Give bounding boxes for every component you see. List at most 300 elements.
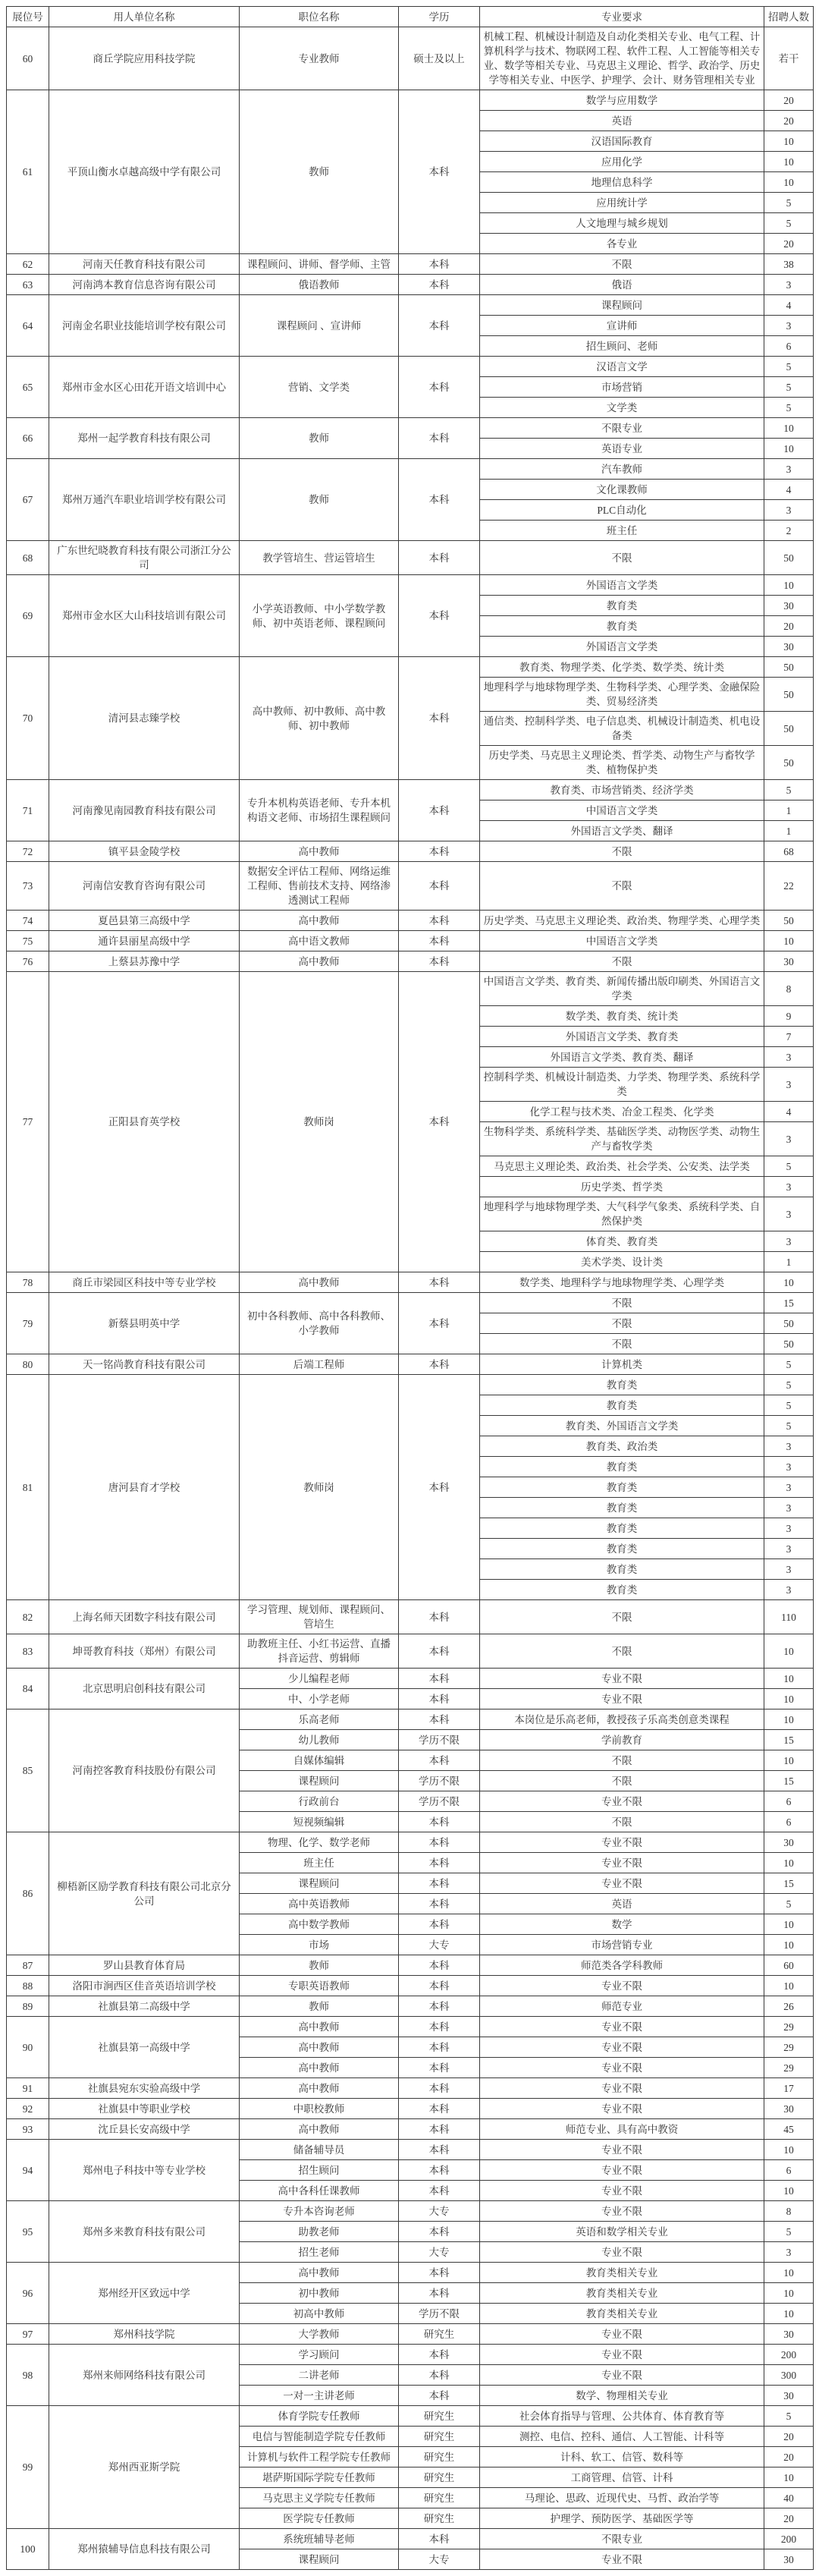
education-requirement: 本科 — [399, 2058, 480, 2078]
education-requirement: 本科 — [399, 2119, 480, 2140]
major-requirement: 历史学类、马克思主义理论类、政治类、物理学类、心理学类 — [480, 911, 764, 931]
major-requirement: 数学与应用数学 — [480, 90, 764, 111]
major-requirement: 教育类 — [480, 596, 764, 616]
education-requirement: 本科 — [399, 1832, 480, 1853]
major-requirement: 数学类、地理科学与地球物理学类、心理学类 — [480, 1272, 764, 1293]
major-requirement: 不限 — [480, 1750, 764, 1771]
education-requirement: 大专 — [399, 2242, 480, 2263]
major-requirement: 不限 — [480, 862, 764, 911]
company-name: 广东世纪晓教育科技有限公司浙江分公司 — [49, 541, 240, 575]
education-requirement: 本科 — [399, 2078, 480, 2099]
position-name: 高中数学教师 — [240, 1914, 399, 1935]
booth-number: 91 — [7, 2078, 49, 2099]
hiring-count: 20 — [764, 2427, 814, 2447]
position-name: 课程顾问、讲师、督学师、主管 — [240, 254, 399, 275]
position-name: 课程顾问 — [240, 2549, 399, 2570]
company-name: 郑州电子科技中等专业学校 — [49, 2140, 240, 2201]
booth-number: 80 — [7, 1354, 49, 1375]
booth-number: 82 — [7, 1600, 49, 1634]
hiring-count: 5 — [764, 1395, 814, 1416]
company-name: 郑州西亚斯学院 — [49, 2406, 240, 2529]
hiring-count: 50 — [764, 678, 814, 712]
hiring-count: 29 — [764, 2058, 814, 2078]
hiring-count: 6 — [764, 1791, 814, 1812]
major-requirement: 地理科学与地球物理学类、生物科学类、心理学类、金融保险类、贸易经济类 — [480, 678, 764, 712]
education-requirement: 研究生 — [399, 2488, 480, 2508]
major-requirement: 外国语言文学类、教育类、翻译 — [480, 1047, 764, 1068]
major-requirement: 数学、物理相关专业 — [480, 2386, 764, 2406]
booth-number: 97 — [7, 2324, 49, 2345]
hiring-count: 5 — [764, 213, 814, 234]
education-requirement: 本科 — [399, 1853, 480, 1873]
company-name: 郑州万通汽车职业培训学校有限公司 — [49, 459, 240, 541]
position-name: 高中教师 — [240, 841, 399, 862]
hiring-count: 3 — [764, 1231, 814, 1252]
education-requirement: 大专 — [399, 2201, 480, 2222]
major-requirement: 课程顾问 — [480, 295, 764, 316]
education-requirement: 本科 — [399, 357, 480, 418]
major-requirement: 不限 — [480, 1293, 764, 1313]
table-row — [7, 2078, 814, 2099]
major-requirement: 教育类 — [480, 1539, 764, 1559]
education-requirement: 本科 — [399, 1996, 480, 2017]
education-requirement: 本科 — [399, 780, 480, 841]
major-requirement: 市场营销 — [480, 377, 764, 398]
major-requirement: 控制科学类、机械设计制造类、力学类、物理学类、系统科学类 — [480, 1068, 764, 1102]
booth-number: 83 — [7, 1634, 49, 1669]
major-requirement: 不限 — [480, 841, 764, 862]
position-name: 系统班辅导老师 — [240, 2529, 399, 2549]
major-requirement: 文学类 — [480, 398, 764, 418]
major-requirement: 英语专业 — [480, 439, 764, 459]
major-requirement: 通信类、控制科学类、电子信息类、机械设计制造类、机电设备类 — [480, 712, 764, 746]
major-requirement: 学前教育 — [480, 1730, 764, 1750]
hiring-count: 3 — [764, 1068, 814, 1102]
education-requirement: 本科 — [399, 2345, 480, 2365]
table-row — [7, 1272, 814, 1293]
position-name: 教师岗 — [240, 1375, 399, 1600]
major-requirement: 专业不限 — [480, 2140, 764, 2160]
education-requirement: 本科 — [399, 1272, 480, 1293]
major-requirement: 教育类、物理学类、化学类、数学类、统计类 — [480, 657, 764, 678]
hiring-count: 5 — [764, 377, 814, 398]
hiring-count: 3 — [764, 1197, 814, 1231]
hiring-count: 40 — [764, 2488, 814, 2508]
hiring-count: 7 — [764, 1027, 814, 1047]
hiring-count: 15 — [764, 1730, 814, 1750]
education-requirement: 研究生 — [399, 2447, 480, 2467]
hiring-count: 5 — [764, 780, 814, 800]
major-requirement: 汽车教师 — [480, 459, 764, 480]
company-name: 河南天任教育科技有限公司 — [49, 254, 240, 275]
company-name: 沈丘县长安高级中学 — [49, 2119, 240, 2140]
booth-number: 77 — [7, 972, 49, 1272]
education-requirement: 本科 — [399, 1375, 480, 1600]
education-requirement: 本科 — [399, 1689, 480, 1709]
company-name: 商丘市梁园区科技中等专业学校 — [49, 1272, 240, 1293]
major-requirement: 不限专业 — [480, 2529, 764, 2549]
education-requirement: 研究生 — [399, 2467, 480, 2488]
major-requirement: 测控、电信、控科、通信、人工智能、计科等 — [480, 2427, 764, 2447]
position-name: 招生老师 — [240, 2242, 399, 2263]
hiring-count: 50 — [764, 541, 814, 575]
company-name: 社旗县第二高级中学 — [49, 1996, 240, 2017]
table-row — [7, 2406, 814, 2427]
hiring-count: 5 — [764, 1894, 814, 1914]
education-requirement: 本科 — [399, 2099, 480, 2119]
major-requirement: 护理学、预防医学、基础医学等 — [480, 2508, 764, 2529]
table-row — [7, 1709, 814, 1730]
major-requirement: 专业不限 — [480, 2160, 764, 2181]
booth-number: 78 — [7, 1272, 49, 1293]
major-requirement: 师范类各学科教师 — [480, 1955, 764, 1976]
major-requirement: 外国语言文学类、翻译 — [480, 821, 764, 841]
education-requirement: 本科 — [399, 1873, 480, 1894]
company-name: 社旗县中等职业学校 — [49, 2099, 240, 2119]
education-requirement: 本科 — [399, 2181, 480, 2201]
education-requirement: 学历不限 — [399, 1771, 480, 1791]
education-requirement: 本科 — [399, 541, 480, 575]
company-name: 社旗县宛东实验高级中学 — [49, 2078, 240, 2099]
hiring-count: 3 — [764, 1477, 814, 1498]
major-requirement: 数学类、教育类、统计类 — [480, 1006, 764, 1027]
company-name: 通许县丽星高级中学 — [49, 931, 240, 951]
major-requirement: 专业不限 — [480, 2242, 764, 2263]
major-requirement: 数学 — [480, 1914, 764, 1935]
hiring-count: 20 — [764, 111, 814, 131]
hiring-count: 20 — [764, 90, 814, 111]
position-name: 幼儿教师 — [240, 1730, 399, 1750]
major-requirement: 不限 — [480, 1313, 764, 1334]
hiring-count: 50 — [764, 712, 814, 746]
table-row — [7, 1600, 814, 1634]
booth-number: 86 — [7, 1832, 49, 1955]
hiring-count: 4 — [764, 480, 814, 500]
major-requirement: 计科、软工、信管、数科等 — [480, 2447, 764, 2467]
hiring-count: 10 — [764, 2304, 814, 2324]
education-requirement: 本科 — [399, 295, 480, 357]
hiring-count: 8 — [764, 2201, 814, 2222]
hiring-count: 10 — [764, 2283, 814, 2304]
company-name: 郑州来师网络科技有限公司 — [49, 2345, 240, 2406]
major-requirement: 教育类 — [480, 1498, 764, 1518]
company-name: 郑州一起学教育科技有限公司 — [49, 418, 240, 459]
major-requirement: 专业不限 — [480, 1689, 764, 1709]
booth-number: 94 — [7, 2140, 49, 2201]
hiring-count: 38 — [764, 254, 814, 275]
education-requirement: 本科 — [399, 2017, 480, 2037]
position-name: 专升本机构英语老师、专升本机构语文老师、市场招生课程顾问 — [240, 780, 399, 841]
table-row — [7, 2099, 814, 2119]
position-name: 课程顾问 、宣讲师 — [240, 295, 399, 357]
position-name: 高中教师 — [240, 2037, 399, 2058]
position-name: 初中教师 — [240, 2283, 399, 2304]
major-requirement: 专业不限 — [480, 2058, 764, 2078]
company-name: 清河县志臻学校 — [49, 657, 240, 780]
major-requirement: 化学工程与技术类、冶金工程类、化学类 — [480, 1102, 764, 1122]
hiring-count: 30 — [764, 2099, 814, 2119]
position-name: 储备辅导员 — [240, 2140, 399, 2160]
major-requirement: 教育类 — [480, 1518, 764, 1539]
hiring-count: 10 — [764, 439, 814, 459]
education-requirement: 本科 — [399, 1955, 480, 1976]
company-name: 柳梧新区励学教育科技有限公司北京分公司 — [49, 1832, 240, 1955]
education-requirement: 学历不限 — [399, 2304, 480, 2324]
hiring-count: 20 — [764, 616, 814, 637]
position-name: 招生顾问 — [240, 2160, 399, 2181]
table-row — [7, 1293, 814, 1313]
table-row — [7, 2529, 814, 2549]
table-row — [7, 254, 814, 275]
hiring-count: 60 — [764, 1955, 814, 1976]
education-requirement: 本科 — [399, 657, 480, 780]
booth-number: 61 — [7, 90, 49, 254]
major-requirement: 教育类相关专业 — [480, 2263, 764, 2283]
company-name: 平顶山衡水卓越高级中学有限公司 — [49, 90, 240, 254]
major-requirement: 专业不限 — [480, 2345, 764, 2365]
hiring-count: 30 — [764, 2549, 814, 2570]
hiring-count: 29 — [764, 2037, 814, 2058]
position-name: 教学管培生、营运管培生 — [240, 541, 399, 575]
company-name: 北京思明启创科技有限公司 — [49, 1669, 240, 1709]
hiring-count: 15 — [764, 1293, 814, 1313]
hiring-count: 5 — [764, 193, 814, 213]
position-name: 班主任 — [240, 1853, 399, 1873]
table-row — [7, 1669, 814, 1689]
position-name: 专职英语教师 — [240, 1976, 399, 1996]
table-row — [7, 1976, 814, 1996]
hiring-count: 50 — [764, 911, 814, 931]
hiring-count: 3 — [764, 2242, 814, 2263]
major-requirement: 人文地理与城乡规划 — [480, 213, 764, 234]
major-requirement: 不限专业 — [480, 418, 764, 439]
booth-number: 66 — [7, 418, 49, 459]
hiring-count: 17 — [764, 2078, 814, 2099]
major-requirement: 社会体育指导与管理、公共体育、体育教育等 — [480, 2406, 764, 2427]
major-requirement: 专业不限 — [480, 2078, 764, 2099]
table-row — [7, 1375, 814, 1395]
company-name: 郑州猿辅导信息科技有限公司 — [49, 2529, 240, 2570]
major-requirement: 教育类、政治类 — [480, 1436, 764, 1457]
table-row — [7, 275, 814, 295]
position-name: 教师 — [240, 1955, 399, 1976]
major-requirement: 应用化学 — [480, 152, 764, 172]
major-requirement: 教育类 — [480, 1477, 764, 1498]
major-requirement: 中国语言文学类 — [480, 931, 764, 951]
major-requirement: 教育类、市场营销类、经济学类 — [480, 780, 764, 800]
major-requirement: 教育类 — [480, 1375, 764, 1395]
hiring-count: 50 — [764, 657, 814, 678]
position-name: 数据安全评估工程师、网络运维工程师、售前技术支持、网络渗透测试工程师 — [240, 862, 399, 911]
hiring-count: 10 — [764, 931, 814, 951]
position-name: 马克思主义学院专任教师 — [240, 2488, 399, 2508]
hiring-count: 3 — [764, 500, 814, 521]
position-name: 计算机与软件工程学院专任教师 — [240, 2447, 399, 2467]
company-name: 社旗县第一高级中学 — [49, 2017, 240, 2078]
company-name: 天一铭尚教育科技有限公司 — [49, 1354, 240, 1375]
position-name: 学习管理、规划师、课程顾问、管培生 — [240, 1600, 399, 1634]
hiring-count: 15 — [764, 1873, 814, 1894]
hiring-count: 6 — [764, 1812, 814, 1832]
position-name: 教师 — [240, 459, 399, 541]
education-requirement: 本科 — [399, 2386, 480, 2406]
header-count: 招聘人数 — [764, 7, 814, 27]
major-requirement: 专业不限 — [480, 2181, 764, 2201]
table-row — [7, 1832, 814, 1853]
hiring-count: 22 — [764, 862, 814, 911]
hiring-count: 若干 — [764, 27, 814, 90]
major-requirement: 地理信息科学 — [480, 172, 764, 193]
major-requirement: 历史学类、哲学类 — [480, 1177, 764, 1197]
hiring-count: 9 — [764, 1006, 814, 1027]
table-row — [7, 911, 814, 931]
position-name: 短视频编辑 — [240, 1812, 399, 1832]
hiring-count: 10 — [764, 2263, 814, 2283]
education-requirement: 本科 — [399, 575, 480, 657]
education-requirement: 本科 — [399, 459, 480, 541]
education-requirement: 本科 — [399, 2365, 480, 2386]
hiring-count: 10 — [764, 1750, 814, 1771]
major-requirement: PLC自动化 — [480, 500, 764, 521]
company-name: 坤哥教育科技（郑州）有限公司 — [49, 1634, 240, 1669]
table-row — [7, 1354, 814, 1375]
major-requirement: 英语 — [480, 111, 764, 131]
position-name: 学习顾问 — [240, 2345, 399, 2365]
position-name: 初高中教师 — [240, 2304, 399, 2324]
hiring-count: 30 — [764, 1832, 814, 1853]
position-name: 高中教师 — [240, 951, 399, 972]
header-education: 学历 — [399, 7, 480, 27]
education-requirement: 本科 — [399, 2140, 480, 2160]
major-requirement: 美术学类、设计类 — [480, 1252, 764, 1272]
hiring-count: 3 — [764, 1457, 814, 1477]
hiring-count: 110 — [764, 1600, 814, 1634]
table-row — [7, 780, 814, 800]
hiring-count: 10 — [764, 1709, 814, 1730]
booth-number: 99 — [7, 2406, 49, 2529]
position-name: 医学院专任教师 — [240, 2508, 399, 2529]
company-name: 商丘学院应用科技学院 — [49, 27, 240, 90]
major-requirement: 专业不限 — [480, 2017, 764, 2037]
education-requirement: 研究生 — [399, 2324, 480, 2345]
position-name: 教师 — [240, 90, 399, 254]
major-requirement: 马克思主义理论类、政治类、社会学类、公安类、法学类 — [480, 1156, 764, 1177]
education-requirement: 本科 — [399, 1894, 480, 1914]
hiring-count: 20 — [764, 2447, 814, 2467]
hiring-count: 20 — [764, 234, 814, 254]
table-row — [7, 2263, 814, 2283]
major-requirement: 不限 — [480, 1334, 764, 1354]
education-requirement: 本科 — [399, 1600, 480, 1634]
position-name: 物理、化学、数学老师 — [240, 1832, 399, 1853]
booth-number: 96 — [7, 2263, 49, 2324]
hiring-count: 10 — [764, 1634, 814, 1669]
major-requirement: 马理论、思政、近现代史、马哲、政治学等 — [480, 2488, 764, 2508]
major-requirement: 专业不限 — [480, 2201, 764, 2222]
position-name: 课程顾问 — [240, 1771, 399, 1791]
major-requirement: 中国语言文学类、教育类、新闻传播出版印刷类、外国语言文学类 — [480, 972, 764, 1006]
table-row — [7, 2324, 814, 2345]
booth-number: 95 — [7, 2201, 49, 2263]
table-row — [7, 295, 814, 316]
company-name: 河南控客教育科技股份有限公司 — [49, 1709, 240, 1832]
booth-number: 72 — [7, 841, 49, 862]
hiring-count: 5 — [764, 1375, 814, 1395]
position-name: 自媒体编辑 — [240, 1750, 399, 1771]
hiring-count: 50 — [764, 1313, 814, 1334]
booth-number: 60 — [7, 27, 49, 90]
education-requirement: 本科 — [399, 1914, 480, 1935]
major-requirement: 教育类相关专业 — [480, 2304, 764, 2324]
hiring-count: 30 — [764, 596, 814, 616]
major-requirement: 市场营销专业 — [480, 1935, 764, 1955]
booth-number: 100 — [7, 2529, 49, 2570]
major-requirement: 不限 — [480, 1600, 764, 1634]
position-name: 后端工程师 — [240, 1354, 399, 1375]
hiring-count: 3 — [764, 1518, 814, 1539]
booth-number: 89 — [7, 1996, 49, 2017]
table-row — [7, 951, 814, 972]
major-requirement: 师范专业、具有高中教资 — [480, 2119, 764, 2140]
major-requirement: 外国语言文学类 — [480, 637, 764, 657]
major-requirement: 外国语言文学类、教育类 — [480, 1027, 764, 1047]
position-name: 高中教师 — [240, 2119, 399, 2140]
hiring-count: 10 — [764, 1935, 814, 1955]
education-requirement: 本科 — [399, 2263, 480, 2283]
company-name: 郑州多来教育科技有限公司 — [49, 2201, 240, 2263]
education-requirement: 学历不限 — [399, 1791, 480, 1812]
education-requirement: 本科 — [399, 841, 480, 862]
education-requirement: 研究生 — [399, 2508, 480, 2529]
major-requirement: 文化课教师 — [480, 480, 764, 500]
position-name: 高中英语教师 — [240, 1894, 399, 1914]
table-row — [7, 90, 814, 111]
education-requirement: 本科 — [399, 90, 480, 254]
company-name: 洛阳市涧西区佳音英语培训学校 — [49, 1976, 240, 1996]
hiring-count: 10 — [764, 575, 814, 596]
booth-number: 67 — [7, 459, 49, 541]
company-name: 上蔡县苏豫中学 — [49, 951, 240, 972]
major-requirement: 不限 — [480, 254, 764, 275]
booth-number: 87 — [7, 1955, 49, 1976]
hiring-count: 3 — [764, 459, 814, 480]
hiring-count: 1 — [764, 800, 814, 821]
company-name: 河南金名职业技能培训学校有限公司 — [49, 295, 240, 357]
hiring-count: 1 — [764, 1252, 814, 1272]
major-requirement: 汉语言文学 — [480, 357, 764, 377]
major-requirement: 英语 — [480, 1894, 764, 1914]
hiring-count: 5 — [764, 1354, 814, 1375]
major-requirement: 不限 — [480, 1812, 764, 1832]
education-requirement: 本科 — [399, 275, 480, 295]
hiring-count: 10 — [764, 1272, 814, 1293]
position-name: 营销、文学类 — [240, 357, 399, 418]
booth-number: 98 — [7, 2345, 49, 2406]
position-name: 高中教师、初中教师、高中教师、初中教师 — [240, 657, 399, 780]
hiring-count: 30 — [764, 2324, 814, 2345]
recruitment-table — [6, 6, 814, 2570]
hiring-count: 200 — [764, 2345, 814, 2365]
company-name: 正阳县育英学校 — [49, 972, 240, 1272]
booth-number: 65 — [7, 357, 49, 418]
major-requirement: 不限 — [480, 1634, 764, 1669]
position-name: 中、小学老师 — [240, 1689, 399, 1709]
table-header-row — [7, 7, 814, 27]
booth-number: 90 — [7, 2017, 49, 2078]
hiring-count: 3 — [764, 1436, 814, 1457]
booth-number: 68 — [7, 541, 49, 575]
hiring-count: 10 — [764, 2181, 814, 2201]
